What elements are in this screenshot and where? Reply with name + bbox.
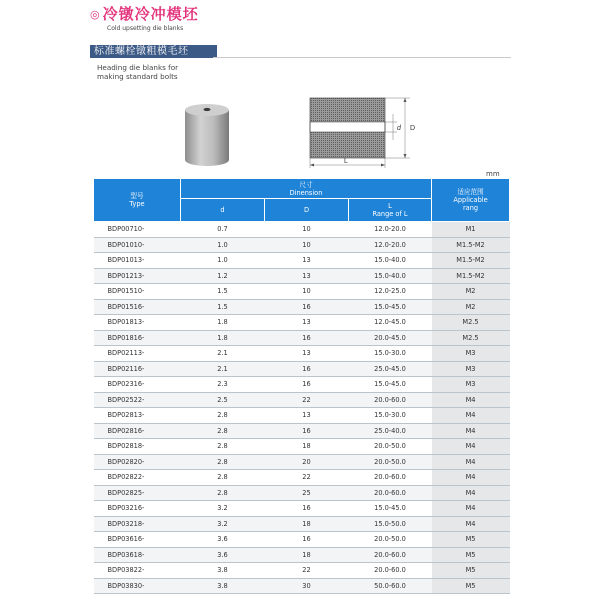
title-chinese bbox=[90, 5, 199, 24]
description-line-2: making standard bolts bbox=[97, 72, 178, 81]
table-row bbox=[94, 222, 510, 238]
cell-d: 3.6 bbox=[181, 532, 265, 548]
cell-type: BDP02816- bbox=[94, 423, 181, 439]
cell-d: 1.0 bbox=[181, 253, 265, 269]
cell-D: 13 bbox=[265, 408, 349, 424]
cell-type: BDP02113- bbox=[94, 346, 181, 362]
cell-applicable: M1 bbox=[432, 222, 510, 238]
cell-type: BDP02822- bbox=[94, 470, 181, 486]
cell-applicable: M1.5-M2 bbox=[432, 268, 510, 284]
cell-d: 1.5 bbox=[181, 284, 265, 300]
cell-L-range: 12.0-45.0 bbox=[349, 315, 432, 331]
cell-D: 10 bbox=[265, 237, 349, 253]
title-english: Cold upsetting die blanks bbox=[107, 25, 184, 32]
cell-type: BDP03618- bbox=[94, 547, 181, 563]
cell-d: 2.8 bbox=[181, 439, 265, 455]
section-description bbox=[97, 63, 178, 81]
cell-d: 3.6 bbox=[181, 547, 265, 563]
cell-applicable: M2.5 bbox=[432, 315, 510, 331]
cell-applicable: M1.5-M2 bbox=[432, 237, 510, 253]
table-row bbox=[94, 485, 510, 501]
cell-d: 2.8 bbox=[181, 454, 265, 470]
cell-D: 16 bbox=[265, 361, 349, 377]
cell-L-range: 20.0-45.0 bbox=[349, 330, 432, 346]
cell-type: BDP01010- bbox=[94, 237, 181, 253]
cell-type: BDP02522- bbox=[94, 392, 181, 408]
table-row bbox=[94, 268, 510, 284]
cell-D: 20 bbox=[265, 454, 349, 470]
cell-L-range: 50.0-60.0 bbox=[349, 578, 432, 594]
cell-L-range: 20.0-60.0 bbox=[349, 485, 432, 501]
table-row bbox=[94, 578, 510, 594]
cell-applicable: M5 bbox=[432, 578, 510, 594]
cell-d: 3.8 bbox=[181, 578, 265, 594]
cell-d: 2.8 bbox=[181, 485, 265, 501]
table-row bbox=[94, 284, 510, 300]
cell-type: BDP01013- bbox=[94, 253, 181, 269]
table-row bbox=[94, 408, 510, 424]
table-row bbox=[94, 330, 510, 346]
cell-applicable: M3 bbox=[432, 346, 510, 362]
header-type: 型号 Type bbox=[94, 179, 181, 222]
table-row bbox=[94, 315, 510, 331]
cell-L-range: 15.0-45.0 bbox=[349, 377, 432, 393]
header-applicable: 适应范围 Applicable rang bbox=[432, 179, 510, 222]
cell-applicable: M4 bbox=[432, 470, 510, 486]
spec-table bbox=[93, 178, 510, 594]
cell-d: 1.0 bbox=[181, 237, 265, 253]
cell-D: 22 bbox=[265, 470, 349, 486]
bullseye-icon: ◎ bbox=[90, 8, 101, 21]
cell-D: 10 bbox=[265, 222, 349, 238]
cell-d: 2.1 bbox=[181, 346, 265, 362]
table-row bbox=[94, 439, 510, 455]
cell-L-range: 25.0-45.0 bbox=[349, 361, 432, 377]
cell-applicable: M2 bbox=[432, 284, 510, 300]
cell-d: 2.8 bbox=[181, 408, 265, 424]
cell-applicable: M4 bbox=[432, 485, 510, 501]
cell-applicable: M3 bbox=[432, 377, 510, 393]
cell-D: 16 bbox=[265, 330, 349, 346]
cell-D: 16 bbox=[265, 532, 349, 548]
cell-D: 13 bbox=[265, 253, 349, 269]
section-divider bbox=[213, 57, 511, 58]
cell-L-range: 20.0-50.0 bbox=[349, 454, 432, 470]
cell-L-range: 20.0-50.0 bbox=[349, 439, 432, 455]
table-row bbox=[94, 470, 510, 486]
cell-applicable: M5 bbox=[432, 547, 510, 563]
cell-d: 3.8 bbox=[181, 563, 265, 579]
cell-D: 16 bbox=[265, 501, 349, 517]
cell-D: 18 bbox=[265, 516, 349, 532]
cell-L-range: 20.0-60.0 bbox=[349, 547, 432, 563]
cell-d: 1.5 bbox=[181, 299, 265, 315]
table-row bbox=[94, 392, 510, 408]
cell-D: 25 bbox=[265, 485, 349, 501]
cell-applicable: M1.5-M2 bbox=[432, 253, 510, 269]
cell-L-range: 15.0-30.0 bbox=[349, 408, 432, 424]
spec-table-body bbox=[94, 222, 510, 594]
cell-type: BDP02820- bbox=[94, 454, 181, 470]
cell-type: BDP02825- bbox=[94, 485, 181, 501]
header-L: L Range of L bbox=[349, 199, 432, 222]
cell-D: 22 bbox=[265, 392, 349, 408]
cell-d: 0.7 bbox=[181, 222, 265, 238]
header-d: d bbox=[181, 199, 265, 222]
cell-D: 13 bbox=[265, 346, 349, 362]
cell-applicable: M3 bbox=[432, 361, 510, 377]
cell-applicable: M4 bbox=[432, 423, 510, 439]
cell-L-range: 15.0-45.0 bbox=[349, 299, 432, 315]
cell-d: 1.8 bbox=[181, 315, 265, 331]
cell-applicable: M4 bbox=[432, 516, 510, 532]
cell-d: 2.8 bbox=[181, 470, 265, 486]
table-row bbox=[94, 532, 510, 548]
cell-applicable: M4 bbox=[432, 392, 510, 408]
section-band: 标准螺栓镦粗模毛坯 bbox=[90, 45, 217, 58]
cell-L-range: 12.0-20.0 bbox=[349, 222, 432, 238]
cell-D: 22 bbox=[265, 563, 349, 579]
cell-L-range: 15.0-40.0 bbox=[349, 268, 432, 284]
cell-D: 18 bbox=[265, 547, 349, 563]
table-row bbox=[94, 299, 510, 315]
table-row bbox=[94, 563, 510, 579]
table-row bbox=[94, 547, 510, 563]
title-chinese-text: 冷镦冷冲模坯 bbox=[102, 5, 199, 23]
cell-d: 1.8 bbox=[181, 330, 265, 346]
cell-D: 18 bbox=[265, 439, 349, 455]
cell-L-range: 20.0-60.0 bbox=[349, 470, 432, 486]
cell-type: BDP02818- bbox=[94, 439, 181, 455]
cell-d: 1.2 bbox=[181, 268, 265, 284]
cell-type: BDP03218- bbox=[94, 516, 181, 532]
dimension-drawing bbox=[293, 92, 418, 170]
label-d: d bbox=[397, 125, 401, 132]
cell-L-range: 25.0-40.0 bbox=[349, 423, 432, 439]
page-title bbox=[90, 5, 199, 32]
cell-type: BDP01516- bbox=[94, 299, 181, 315]
cell-D: 10 bbox=[265, 284, 349, 300]
table-row bbox=[94, 237, 510, 253]
cell-D: 16 bbox=[265, 423, 349, 439]
header-dimension: 尺寸 Dinension bbox=[181, 179, 432, 199]
cell-type: BDP03616- bbox=[94, 532, 181, 548]
die-blank-product-image bbox=[182, 102, 232, 168]
header-D: D bbox=[265, 199, 349, 222]
cell-type: BDP01813- bbox=[94, 315, 181, 331]
cell-type: BDP03830- bbox=[94, 578, 181, 594]
cell-d: 2.3 bbox=[181, 377, 265, 393]
label-D: D bbox=[410, 125, 416, 132]
table-row bbox=[94, 361, 510, 377]
cell-L-range: 20.0-60.0 bbox=[349, 563, 432, 579]
cell-d: 2.1 bbox=[181, 361, 265, 377]
cell-applicable: M4 bbox=[432, 501, 510, 517]
cell-applicable: M2 bbox=[432, 299, 510, 315]
cell-type: BDP03216- bbox=[94, 501, 181, 517]
cell-applicable: M4 bbox=[432, 454, 510, 470]
cell-type: BDP01510- bbox=[94, 284, 181, 300]
cell-type: BDP03822- bbox=[94, 563, 181, 579]
cell-D: 13 bbox=[265, 268, 349, 284]
table-row bbox=[94, 516, 510, 532]
table-row bbox=[94, 253, 510, 269]
cell-type: BDP01213- bbox=[94, 268, 181, 284]
description-line-1: Heading die blanks for bbox=[97, 63, 179, 72]
cell-L-range: 15.0-50.0 bbox=[349, 516, 432, 532]
cell-type: BDP02813- bbox=[94, 408, 181, 424]
cell-D: 30 bbox=[265, 578, 349, 594]
table-row bbox=[94, 501, 510, 517]
table-row bbox=[94, 377, 510, 393]
unit-label: mm bbox=[486, 170, 500, 178]
cell-L-range: 15.0-30.0 bbox=[349, 346, 432, 362]
table-row bbox=[94, 423, 510, 439]
cell-applicable: M4 bbox=[432, 439, 510, 455]
cell-applicable: M5 bbox=[432, 563, 510, 579]
label-L: L bbox=[344, 158, 348, 165]
cell-applicable: M5 bbox=[432, 532, 510, 548]
cell-applicable: M4 bbox=[432, 408, 510, 424]
cell-d: 2.5 bbox=[181, 392, 265, 408]
cell-D: 16 bbox=[265, 299, 349, 315]
cell-L-range: 20.0-60.0 bbox=[349, 392, 432, 408]
cell-L-range: 15.0-45.0 bbox=[349, 501, 432, 517]
cell-d: 2.8 bbox=[181, 423, 265, 439]
table-row bbox=[94, 454, 510, 470]
cell-L-range: 12.0-25.0 bbox=[349, 284, 432, 300]
cell-d: 3.2 bbox=[181, 516, 265, 532]
cell-D: 16 bbox=[265, 377, 349, 393]
cell-L-range: 12.0-20.0 bbox=[349, 237, 432, 253]
cell-type: BDP02316- bbox=[94, 377, 181, 393]
cell-type: BDP00710- bbox=[94, 222, 181, 238]
cell-type: BDP02116- bbox=[94, 361, 181, 377]
cell-L-range: 20.0-50.0 bbox=[349, 532, 432, 548]
cell-type: BDP01816- bbox=[94, 330, 181, 346]
cell-d: 3.2 bbox=[181, 501, 265, 517]
cell-L-range: 15.0-40.0 bbox=[349, 253, 432, 269]
cell-applicable: M2.5 bbox=[432, 330, 510, 346]
cell-D: 13 bbox=[265, 315, 349, 331]
table-row bbox=[94, 346, 510, 362]
